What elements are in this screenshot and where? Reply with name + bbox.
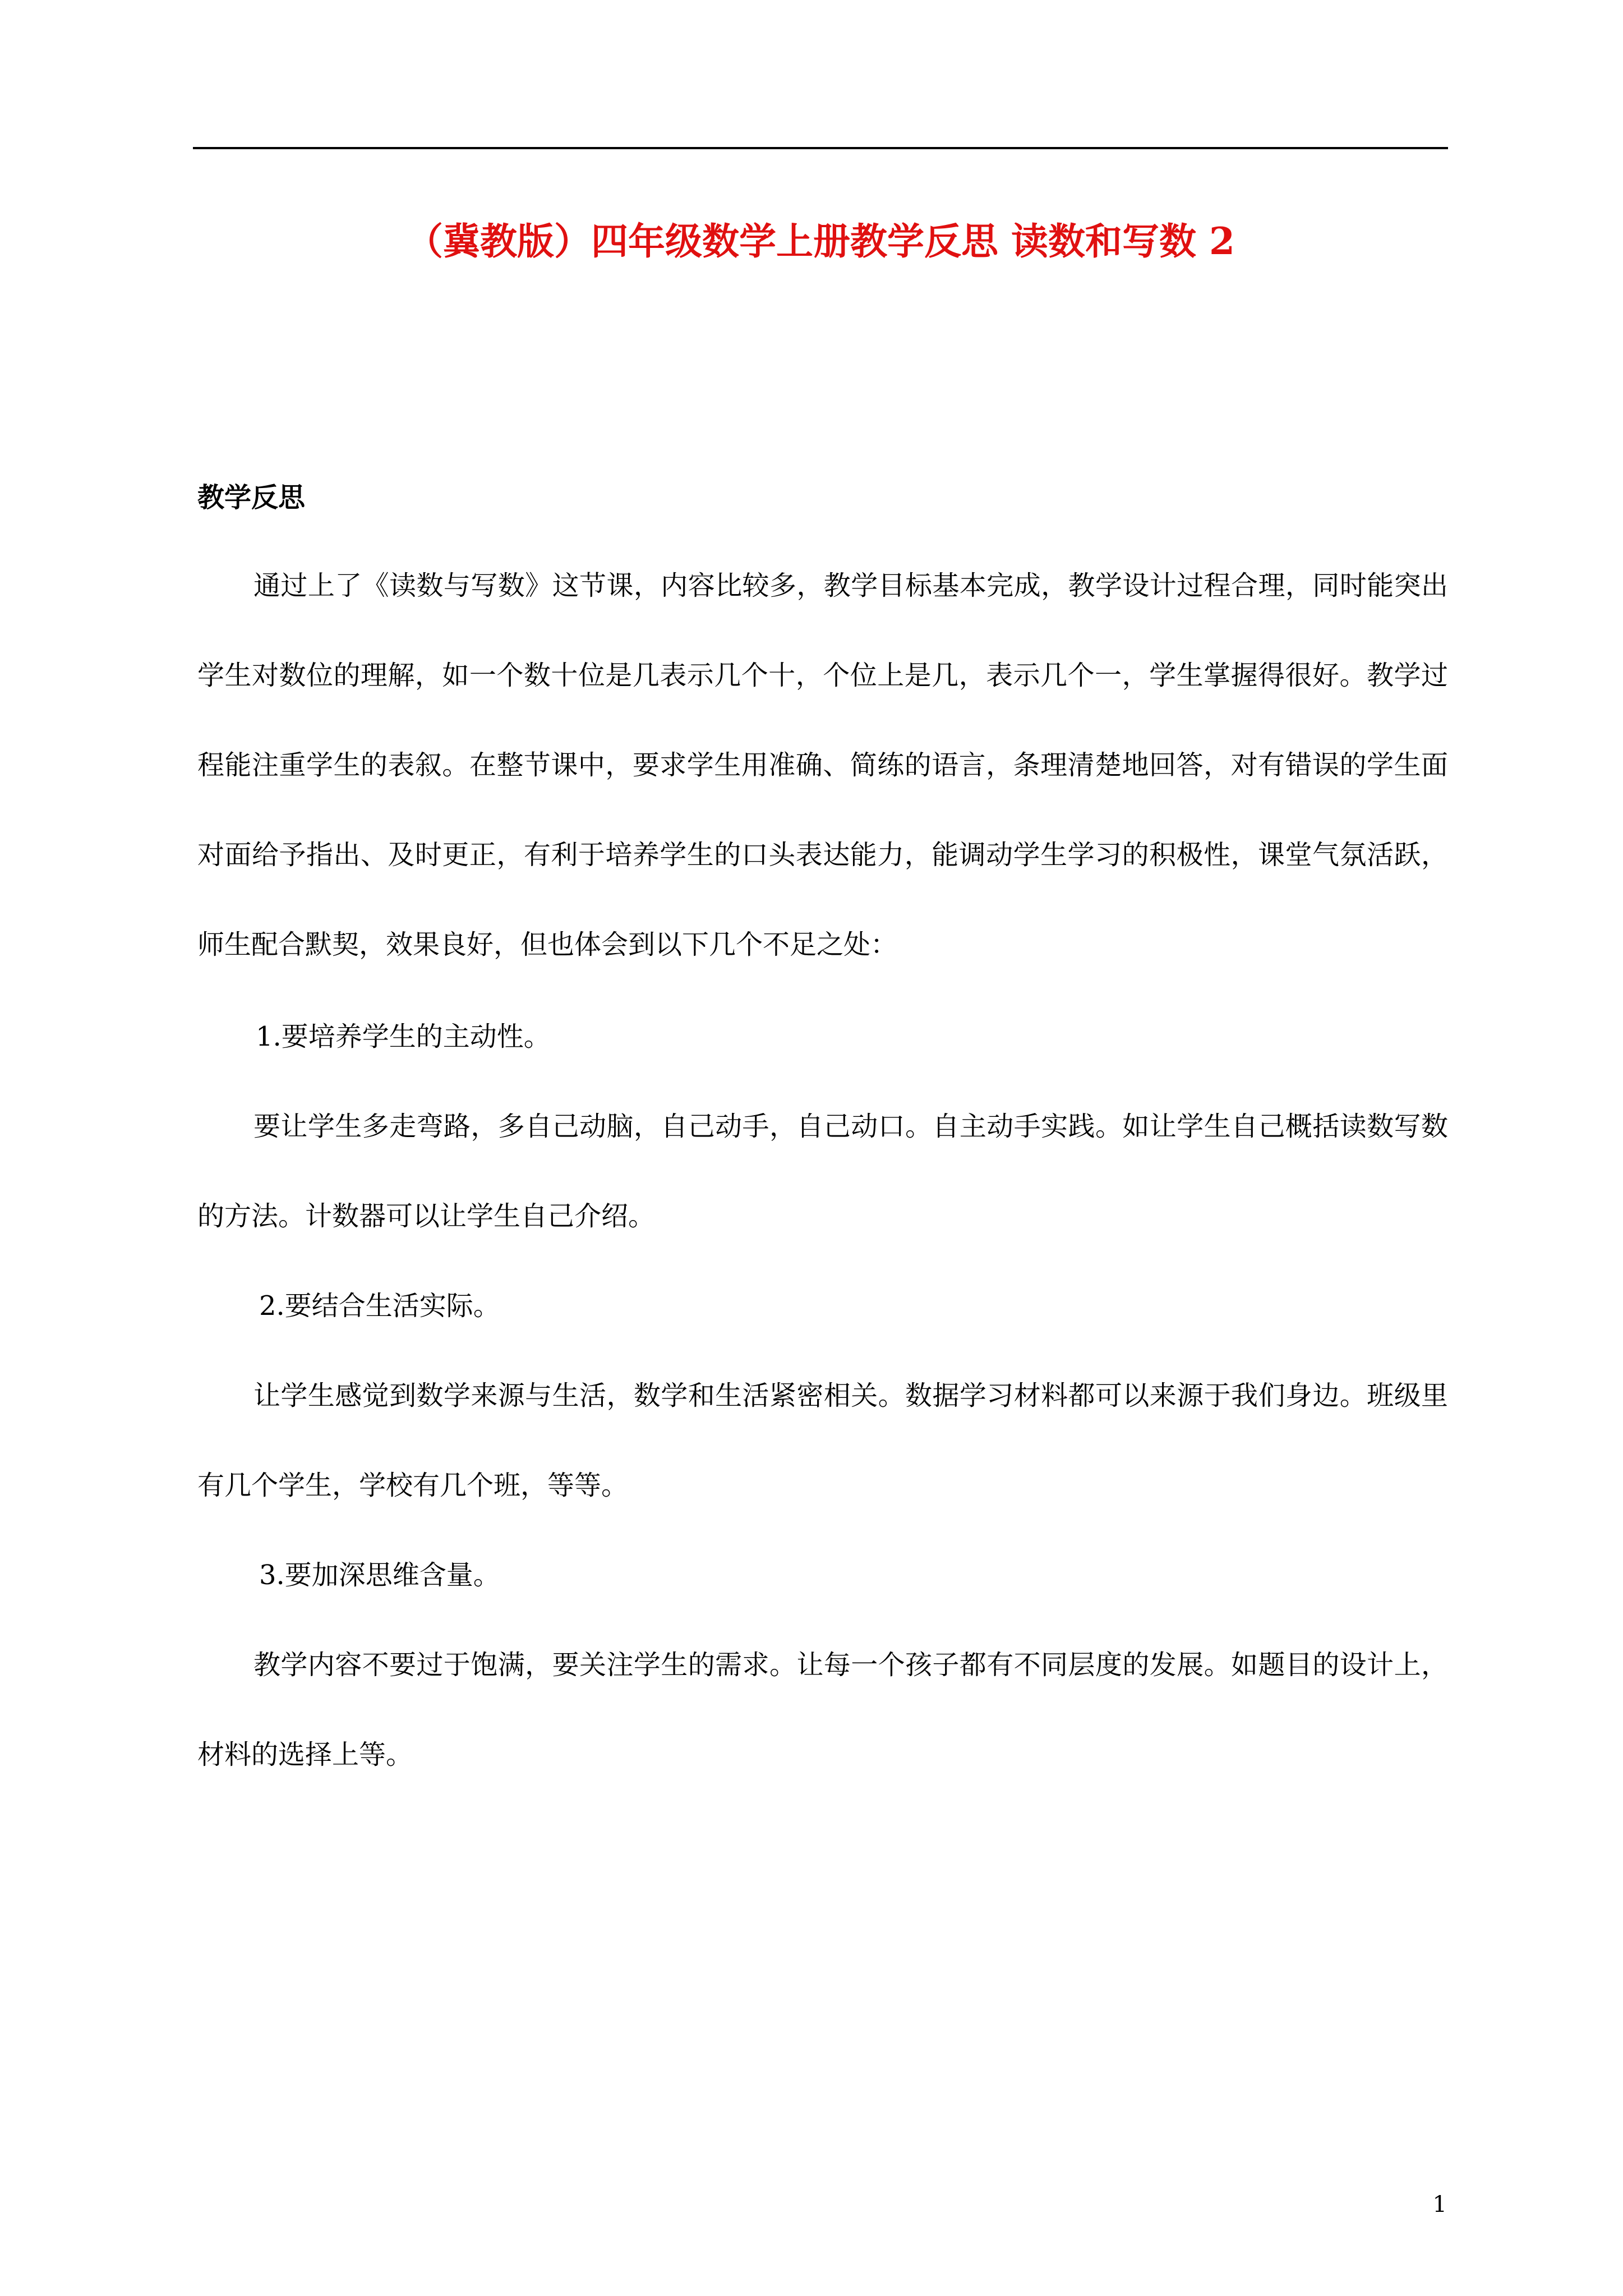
header-rule: [193, 147, 1448, 149]
paragraph-item-3-detail: 教学内容不要过于饱满，要关注学生的需求。让每一个孩子都有不同层度的发展。如题目的设计上，材料的选择上等。: [197, 1649, 1448, 1770]
list-item-3: 3.要加深思维含量。: [259, 1559, 500, 1591]
list-item-2: 2.要结合生活实际。: [259, 1290, 500, 1322]
page-number: 1: [1432, 2192, 1447, 2217]
paragraph-item-1-detail: 要让学生多走弯路，多自己动脑，自己动手，自己动口。自主动手实践。如让学生自己概括读数写数的方法。计数器可以让学生自己介绍。: [197, 1111, 1448, 1232]
list-item-1: 1.要培养学生的主动性。: [256, 1021, 551, 1052]
document-title: （冀教版）四年级数学上册教学反思 读数和写数 2: [406, 219, 1235, 263]
section-heading: 教学反思: [197, 482, 306, 513]
paragraph-intro: 通过上了《读数与写数》这节课，内容比较多，教学目标基本完成，教学设计过程合理，同时能突出学生对数位的理解，如一个数十位是几表示几个十，个位上是几，表示几个一，学生掌握得很好。教学过程能注重学生的表叙。在整节课中，要求学生用准确、简练的语言，条理清楚地回答，对有错误的学生面对面给予指出、及时更正，有利于培养学生的口头表达能力，能调动学生学习的积极性，课堂气氛活跃，师生配合默契，效果良好，但也体会到以下几个不足之处：: [197, 570, 1448, 960]
paragraph-item-2-detail: 让学生感觉到数学来源与生活，数学和生活紧密相关。数据学习材料都可以来源于我们身边。班级里有几个学生，学校有几个班，等等。: [197, 1380, 1448, 1501]
